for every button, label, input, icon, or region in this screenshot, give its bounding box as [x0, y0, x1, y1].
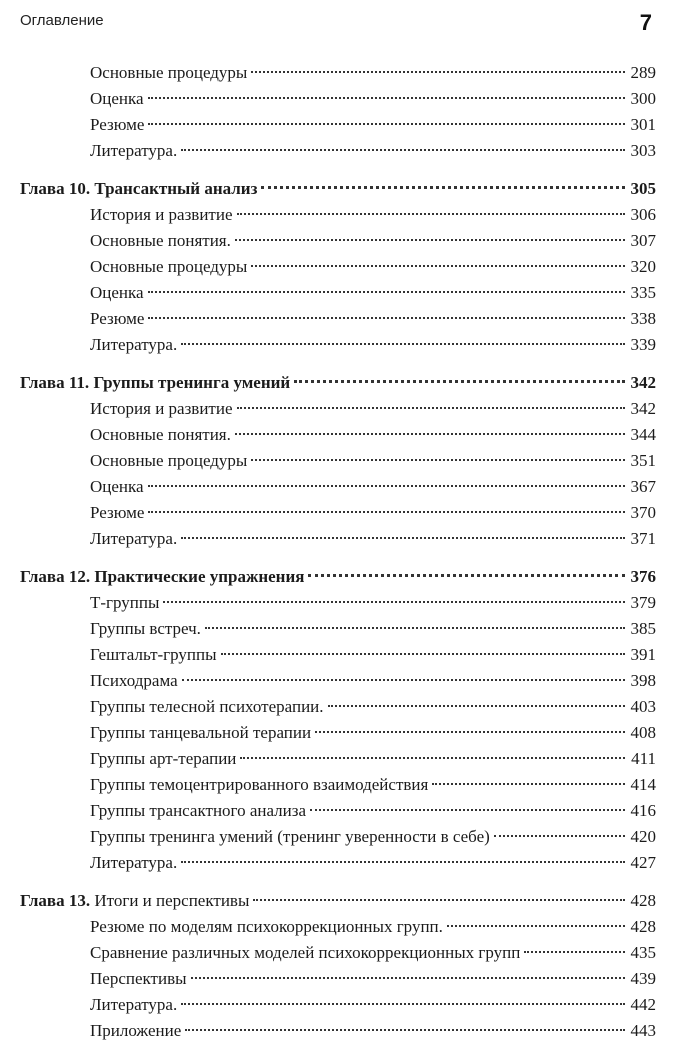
running-head-title: Оглавление [20, 12, 104, 29]
toc-entry-title: Психодрама [90, 671, 178, 690]
toc-entry[interactable] [0, 850, 676, 876]
toc-entry-title: Группы арт-терапии [90, 749, 237, 768]
dot-leader [310, 809, 624, 811]
page-number: 7 [639, 10, 652, 35]
toc-entry[interactable] [0, 746, 676, 772]
toc-entry-title: Оценка [90, 477, 144, 496]
toc-entry-page: 289 [630, 63, 656, 82]
toc-entry[interactable] [0, 306, 676, 332]
chapter-name: Группы тренинга умений [89, 373, 291, 392]
toc-entry-page: 370 [630, 503, 656, 522]
dot-leader [185, 1029, 624, 1031]
toc-chapter-12[interactable] [0, 564, 676, 590]
dot-leader [328, 705, 625, 707]
toc-entry-title: Литература. [90, 141, 178, 160]
dot-leader [432, 783, 624, 785]
toc-entry[interactable] [0, 228, 676, 254]
toc-chapter-title [20, 176, 257, 202]
toc-entry[interactable] [0, 694, 676, 720]
toc-chapter-10[interactable] [0, 176, 676, 202]
toc-entry-title: Перспективы [90, 969, 187, 988]
toc-entry[interactable] [0, 422, 676, 448]
toc-entry-title: Группы встреч. [90, 619, 201, 638]
dot-leader [308, 574, 624, 577]
toc-entry[interactable] [0, 86, 676, 112]
dot-leader [148, 485, 625, 487]
toc-entry-page: 420 [630, 827, 656, 846]
toc-entry-title: Оценка [90, 283, 144, 302]
toc-entry[interactable] [0, 526, 676, 552]
dot-leader [251, 71, 624, 73]
toc-entry-title: История и развитие [90, 205, 233, 224]
toc-entry[interactable] [0, 202, 676, 228]
toc-entry-title: Основные понятия. [90, 425, 231, 444]
toc-entry-page: 300 [630, 89, 656, 108]
toc-entry-page: 320 [630, 257, 656, 276]
toc-entry-page: 428 [630, 917, 656, 936]
toc-entry[interactable] [0, 254, 676, 280]
dot-leader [237, 213, 625, 215]
dot-leader [524, 951, 624, 953]
toc-entry-title: Резюме [90, 115, 145, 134]
toc-entry-page: 391 [630, 645, 656, 664]
toc-chapter-page: 376 [630, 567, 656, 586]
dot-leader [235, 433, 625, 435]
dot-leader [253, 899, 624, 901]
toc-entry-page: 379 [630, 593, 656, 612]
chapter-number: Глава 13. [20, 891, 91, 910]
chapter-name: Практические упражнения [90, 567, 305, 586]
toc-entry[interactable] [0, 798, 676, 824]
toc-entry-page: 414 [630, 775, 656, 794]
toc-entry[interactable] [0, 824, 676, 850]
toc-entry-page: 442 [630, 995, 656, 1014]
toc-entry[interactable] [0, 396, 676, 422]
dot-leader [181, 861, 624, 863]
toc-entry-page: 367 [630, 477, 656, 496]
dot-leader [181, 149, 624, 151]
table-of-contents [0, 60, 676, 1044]
toc-entry[interactable] [0, 138, 676, 164]
toc-chapter-13[interactable] [0, 888, 676, 914]
toc-entry-page: 351 [630, 451, 656, 470]
toc-entry-page: 427 [630, 853, 656, 872]
toc-entry-page: 398 [630, 671, 656, 690]
toc-entry[interactable] [0, 642, 676, 668]
toc-chapter-11[interactable] [0, 370, 676, 396]
dot-leader [237, 407, 625, 409]
toc-entry[interactable] [0, 992, 676, 1018]
toc-chapter-title [20, 370, 290, 396]
chapter-number: Глава 10. [20, 179, 91, 198]
toc-entry[interactable] [0, 590, 676, 616]
toc-chapter-page: 428 [630, 891, 656, 910]
toc-entry-title: Группы темоцентрированного взаимодействия [90, 775, 429, 794]
toc-entry-page: 342 [630, 399, 656, 418]
toc-entry-page: 335 [630, 283, 656, 302]
toc-entry-page: 338 [630, 309, 656, 328]
toc-chapter-title [20, 888, 249, 914]
chapter-name: Трансактный анализ [90, 179, 258, 198]
toc-entry-title: Основные процедуры [90, 451, 248, 470]
toc-entry-title: Литература. [90, 853, 178, 872]
toc-entry-page: 339 [630, 335, 656, 354]
toc-entry[interactable] [0, 112, 676, 138]
toc-entry-page: 435 [630, 943, 656, 962]
toc-entry[interactable] [0, 332, 676, 358]
dot-leader [261, 186, 624, 189]
dot-leader [315, 731, 624, 733]
toc-entry-title: История и развитие [90, 399, 233, 418]
toc-entry[interactable] [0, 966, 676, 992]
dot-leader [447, 925, 625, 927]
toc-entry-title: Оценка [90, 89, 144, 108]
dot-leader [251, 265, 624, 267]
chapter-number: Глава 11. [20, 373, 90, 392]
toc-entry[interactable] [0, 616, 676, 642]
toc-entry-title: Группы танцевальной терапии [90, 723, 312, 742]
toc-chapter-page: 342 [630, 373, 656, 392]
toc-chapter-title [20, 564, 304, 590]
toc-entry-page: 385 [630, 619, 656, 638]
dot-leader [148, 511, 624, 513]
toc-entry-title: Литература. [90, 995, 178, 1014]
toc-entry[interactable] [0, 940, 676, 966]
dot-leader [240, 757, 625, 759]
chapter-number: Глава 12. [20, 567, 91, 586]
toc-entry[interactable] [0, 668, 676, 694]
dot-leader [148, 291, 625, 293]
toc-entry-page: 307 [630, 231, 656, 250]
dot-leader [181, 343, 624, 345]
toc-entry[interactable] [0, 720, 676, 746]
toc-entry-page: 439 [630, 969, 656, 988]
toc-entry-page: 408 [630, 723, 656, 742]
running-head [20, 6, 656, 36]
dot-leader [235, 239, 625, 241]
toc-entry[interactable] [0, 474, 676, 500]
toc-entry[interactable] [0, 772, 676, 798]
dot-leader [181, 1003, 624, 1005]
toc-entry-page: 344 [630, 425, 656, 444]
toc-entry-title: Группы трансактного анализа [90, 801, 307, 820]
toc-chapter-page: 305 [630, 179, 656, 198]
dot-leader [251, 459, 624, 461]
dot-leader [148, 317, 624, 319]
toc-entry-title: Основные процедуры [90, 257, 248, 276]
toc-entry-title: Основные процедуры [90, 63, 248, 82]
toc-entry-page: 443 [630, 1021, 656, 1040]
dot-leader [181, 537, 624, 539]
toc-entry[interactable] [0, 280, 676, 306]
dot-leader [148, 97, 625, 99]
toc-entry-title: Гештальт-группы [90, 645, 217, 664]
dot-leader [191, 977, 625, 979]
dot-leader [163, 601, 624, 603]
toc-entry-page: 301 [630, 115, 656, 134]
toc-entry-title: Основные понятия. [90, 231, 231, 250]
toc-entry-title: Сравнение различных моделей психокоррекционных групп [90, 943, 521, 962]
toc-entry-title: Резюме [90, 309, 145, 328]
toc-entry-title: Резюме [90, 503, 145, 522]
toc-entry-title: Резюме по моделям психокоррекционных групп. [90, 917, 443, 936]
toc-entry-page: 306 [630, 205, 656, 224]
toc-entry[interactable] [0, 448, 676, 474]
dot-leader [221, 653, 625, 655]
toc-entry[interactable] [0, 1018, 676, 1044]
toc-entry[interactable] [0, 914, 676, 940]
dot-leader [205, 627, 625, 629]
toc-entry-title: Группы тренинга умений (тренинг уверенности в себе) [90, 827, 490, 846]
toc-entry[interactable] [0, 60, 676, 86]
dot-leader [294, 380, 624, 383]
toc-entry-title: Литература. [90, 335, 178, 354]
toc-entry-title: Литература. [90, 529, 178, 548]
toc-entry-page: 403 [630, 697, 656, 716]
toc-entry-title: Группы телесной психотерапии. [90, 697, 324, 716]
toc-entry-page: 303 [630, 141, 656, 160]
toc-entry-title: Т-группы [90, 593, 160, 612]
chapter-name: Итоги и перспективы [90, 891, 250, 910]
toc-entry-page: 411 [631, 749, 656, 768]
dot-leader [494, 835, 625, 837]
toc-entry-page: 416 [630, 801, 656, 820]
dot-leader [182, 679, 625, 681]
toc-entry[interactable] [0, 500, 676, 526]
dot-leader [148, 123, 624, 125]
toc-entry-page: 371 [630, 529, 656, 548]
toc-entry-title: Приложение [90, 1021, 182, 1040]
